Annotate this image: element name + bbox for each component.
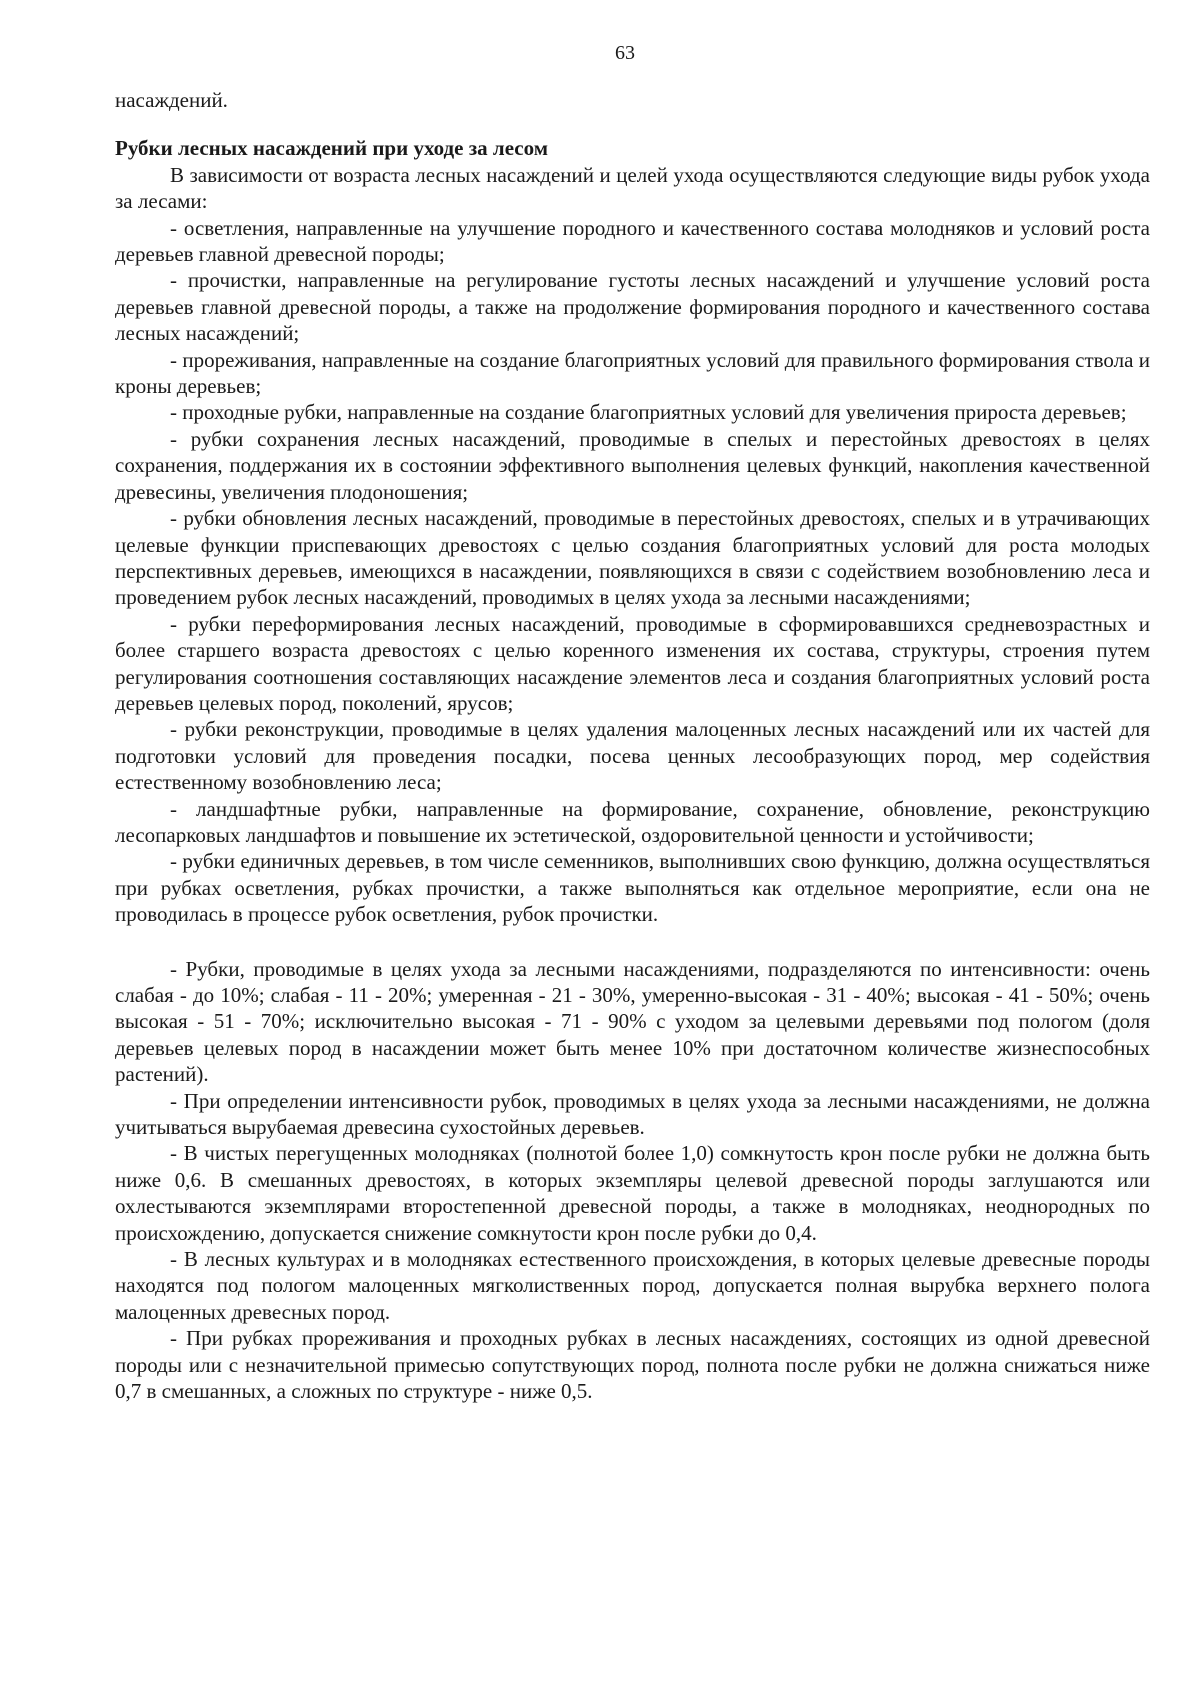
page-number: 63 <box>615 42 635 64</box>
cutting-type-item: - рубки реконструкции, проводимые в целях удаления малоценных лесных насаждений или их частей для подготовки условий для проведения посадки, посева ценных лесообразующих пород, мер содействия естественному возобновлению леса; <box>115 717 1150 795</box>
cutting-type-item: - проходные рубки, направленные на создание благоприятных условий для увеличения прироста деревьев; <box>170 400 1127 425</box>
rule-paragraph: - При определении интенсивности рубок, проводимых в целях ухода за лесными насаждениями, не должна учитываться вырубаемая древесина сухостойных деревьев. <box>115 1088 1150 1140</box>
cutting-type-item: - рубки обновления лесных насаждений, проводимые в перестойных древостоях, спелых и в утрачивающих целевые функции приспевающих древостоях с целью создания благоприятных условий для роста молодых перспективных деревьев, имеющихся в насаждении, появляющихся в связи с содействием возобновлению леса и проведением рубок лесных насаждений, проводимых в целях ухода за лесными насаждениями; <box>115 506 1150 610</box>
cutting-type-item: - рубки переформирования лесных насаждений, проводимые в сформировавшихся средневозрастных и более старшего возраста древостоях с целью коренного изменения их состава, структуры, строения путем регулирования соотношения составляющих насаждение элементов леса и создания благоприятных условий роста деревьев целевых пород, поколений, ярусов; <box>115 611 1150 715</box>
rule-paragraph: - При рубках прореживания и проходных рубках в лесных насаждениях, состоящих из одной древесной породы или с незначительной примесью сопутствующих пород, полнота после рубки не должна снижаться ниже 0,7 в смешанных, а сложных по структуре - ниже 0,5. <box>115 1326 1150 1404</box>
cutting-type-item: - прореживания, направленные на создание благоприятных условий для правильного формирования ствола и кроны деревьев; <box>115 347 1150 399</box>
cutting-type-item: - рубки единичных деревьев, в том числе семенников, выполнивших свою функцию, должна осуществляться при рубках осветления, рубках прочистки, а также выполняться как отдельное мероприятие, если она не проводилась в процессе рубок осветления, рубок прочистки. <box>115 849 1150 927</box>
page-content <box>115 87 1150 1405</box>
rule-paragraph: - В лесных культурах и в молодняках естественного происхождения, в которых целевые древесные породы находятся под пологом малоценных мягколиственных пород, допускается полная вырубка верхнего полога малоценных древесных пород. <box>115 1247 1150 1324</box>
cutting-type-item: - рубки сохранения лесных насаждений, проводимые в спелых и перестойных древостоях в целях сохранения, поддержания их в состоянии эффективного выполнения целевых функций, накопления качественной древесины, увеличения плодоношения; <box>115 426 1150 504</box>
cutting-type-item: - прочистки, направленные на регулирование густоты лесных насаждений и улучшение условий роста деревьев главной древесной породы, а также на продолжение формирования породного и качественного состава лесных насаждений; <box>115 268 1150 346</box>
cutting-type-item: - ландшафтные рубки, направленные на формирование, сохранение, обновление, реконструкцию лесопарковых ландшафтов и повышение их эстетической, оздоровительной ценности и устойчивости; <box>115 796 1150 847</box>
section-title: Рубки лесных насаждений при уходе за лесом <box>115 136 549 161</box>
paragraph-gap <box>115 928 1150 956</box>
cutting-type-item: - осветления, направленные на улучшение породного и качественного состава молодняков и условий роста деревьев главной древесной породы; <box>115 215 1150 267</box>
continuation-text: насаждений. <box>115 88 228 112</box>
rule-paragraph: - В чистых перегущенных молодняках (полнотой более 1,0) сомкнутость крон после рубки не должна быть ниже 0,6. В смешанных древостоях, в которых экземпляры целевой древесной породы заглушаются или охлестываются экземплярами второстепенной древесной породы, а также в молодняках, неоднородных по происхождению, допускается снижение сомкнутости крон после рубки до 0,4. <box>115 1141 1150 1245</box>
intro-paragraph: В зависимости от возраста лесных насаждений и целей ухода осуществляются следующие виды рубок ухода за лесами: <box>115 162 1150 214</box>
rule-paragraph: - Рубки, проводимые в целях ухода за лесными насаждениями, подразделяются по интенсивности: очень слабая - до 10%; слабая - 11 - 20%; умеренная - 21 - 30%, умеренно-высокая - 31 - 40%; высокая - 41 - 50%; очень высокая - 51 - 70%; исключительно высокая - 71 - 90% с уходом за целевыми деревьями под пологом (доля деревьев целевых пород в насаждении может быть менее 10% при достаточном количестве жизнеспособных растений). <box>115 956 1150 1087</box>
